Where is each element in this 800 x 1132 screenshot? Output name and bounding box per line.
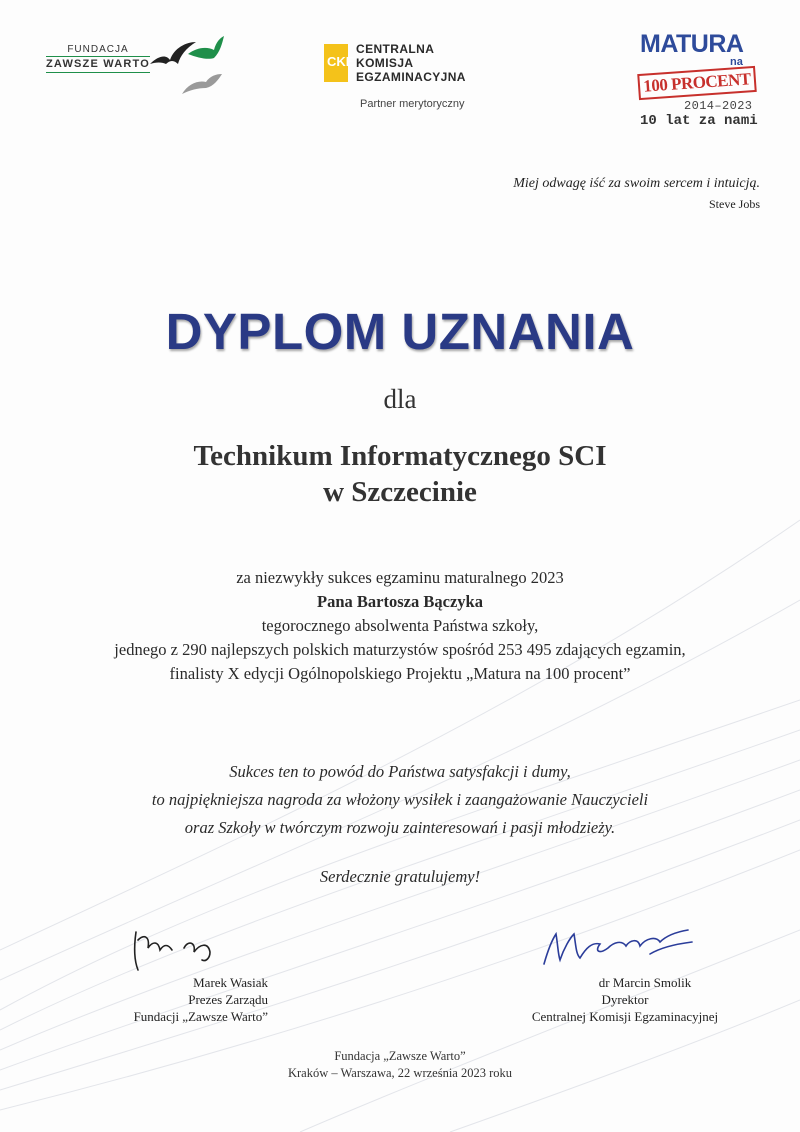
footer <box>0 1048 800 1082</box>
cke-mark-icon <box>324 44 355 82</box>
recipient-line1: Technikum Informatycznego SCI <box>193 440 607 472</box>
fundacja-zawsze-warto-logo <box>44 34 224 98</box>
diploma-body <box>0 566 800 686</box>
body-line: finalisty X edycji Ogólnopolskiego Projektu „Matura na 100 procent” <box>169 664 631 683</box>
swallows-icon <box>148 34 224 98</box>
congratulations-text: Serdecznie gratulujemy! <box>319 867 481 886</box>
signatory-left-name: Marek Wasiak <box>193 975 268 990</box>
cke-name-line: CENTRALNA <box>356 42 435 56</box>
cke-name-line: KOMISJA <box>356 56 414 70</box>
signatory-right-role: Dyrektor <box>601 992 649 1007</box>
signatory-right-name: dr Marcin Smolik <box>598 975 692 990</box>
matura-logo-anniversary: 10 lat za nami <box>640 113 758 129</box>
italic-message <box>0 758 800 842</box>
matura-100-procent-logo <box>632 30 772 130</box>
quote-block <box>513 176 760 212</box>
recipient-name <box>0 438 800 510</box>
matura-logo-years: 2014–2023 <box>684 99 753 113</box>
signatory-left-org: Fundacji „Zawsze Warto” <box>133 1009 268 1024</box>
cke-logo <box>324 40 524 120</box>
quote-text: Miej odwagę iść za swoim sercem i intuicją. <box>513 176 760 191</box>
cke-mark-text: CKE <box>327 54 355 69</box>
body-line: za niezwykły sukces egzaminu maturalnego 2023 <box>236 568 564 587</box>
cke-name-line: EGZAMINACYJNA <box>356 70 466 84</box>
fundacja-logo-line1: FUNDACJA <box>67 44 129 55</box>
recipient-line2: w Szczecinie <box>323 476 477 508</box>
signatory-right-org: Centralnej Komisji Egzaminacyjnej <box>531 1009 719 1024</box>
quote-author: Steve Jobs <box>709 197 760 211</box>
matura-logo-title: MATURA <box>640 30 744 58</box>
signature-left <box>98 926 268 1026</box>
signature-right <box>520 924 730 1024</box>
body-line: jednego z 290 najlepszych polskich maturzystów spośród 253 495 zdających egzamin, <box>114 640 686 659</box>
matura-logo-stamp: 100 PROCENT <box>637 66 757 100</box>
dla-label: dla <box>383 384 417 414</box>
fundacja-logo-line2: ZAWSZE WARTO <box>45 58 151 70</box>
graduate-name: Pana Bartosza Bączyka <box>317 592 483 611</box>
body-line: tegorocznego absolwenta Państwa szkoły, <box>261 616 539 635</box>
signatory-left-role: Prezes Zarządu <box>188 992 268 1007</box>
italic-line: oraz Szkoły w twórczym rozwoju zainteresowań i pasji młodzieży. <box>184 818 616 837</box>
italic-line: Sukces ten to powód do Państwa satysfakcji i dumy, <box>229 762 571 781</box>
cke-partner-label: Partner merytoryczny <box>360 98 465 110</box>
footer-org: Fundacja „Zawsze Warto” <box>334 1049 466 1063</box>
diploma-title: DYPLOM UZNANIA <box>165 303 635 360</box>
footer-place-date: Kraków – Warszawa, 22 września 2023 roku <box>287 1066 513 1080</box>
cke-name <box>356 42 466 84</box>
matura-logo-na: na <box>730 56 743 68</box>
italic-line: to najpiękniejsza nagroda za włożony wysiłek i zaangażowanie Nauczycieli <box>151 790 649 809</box>
